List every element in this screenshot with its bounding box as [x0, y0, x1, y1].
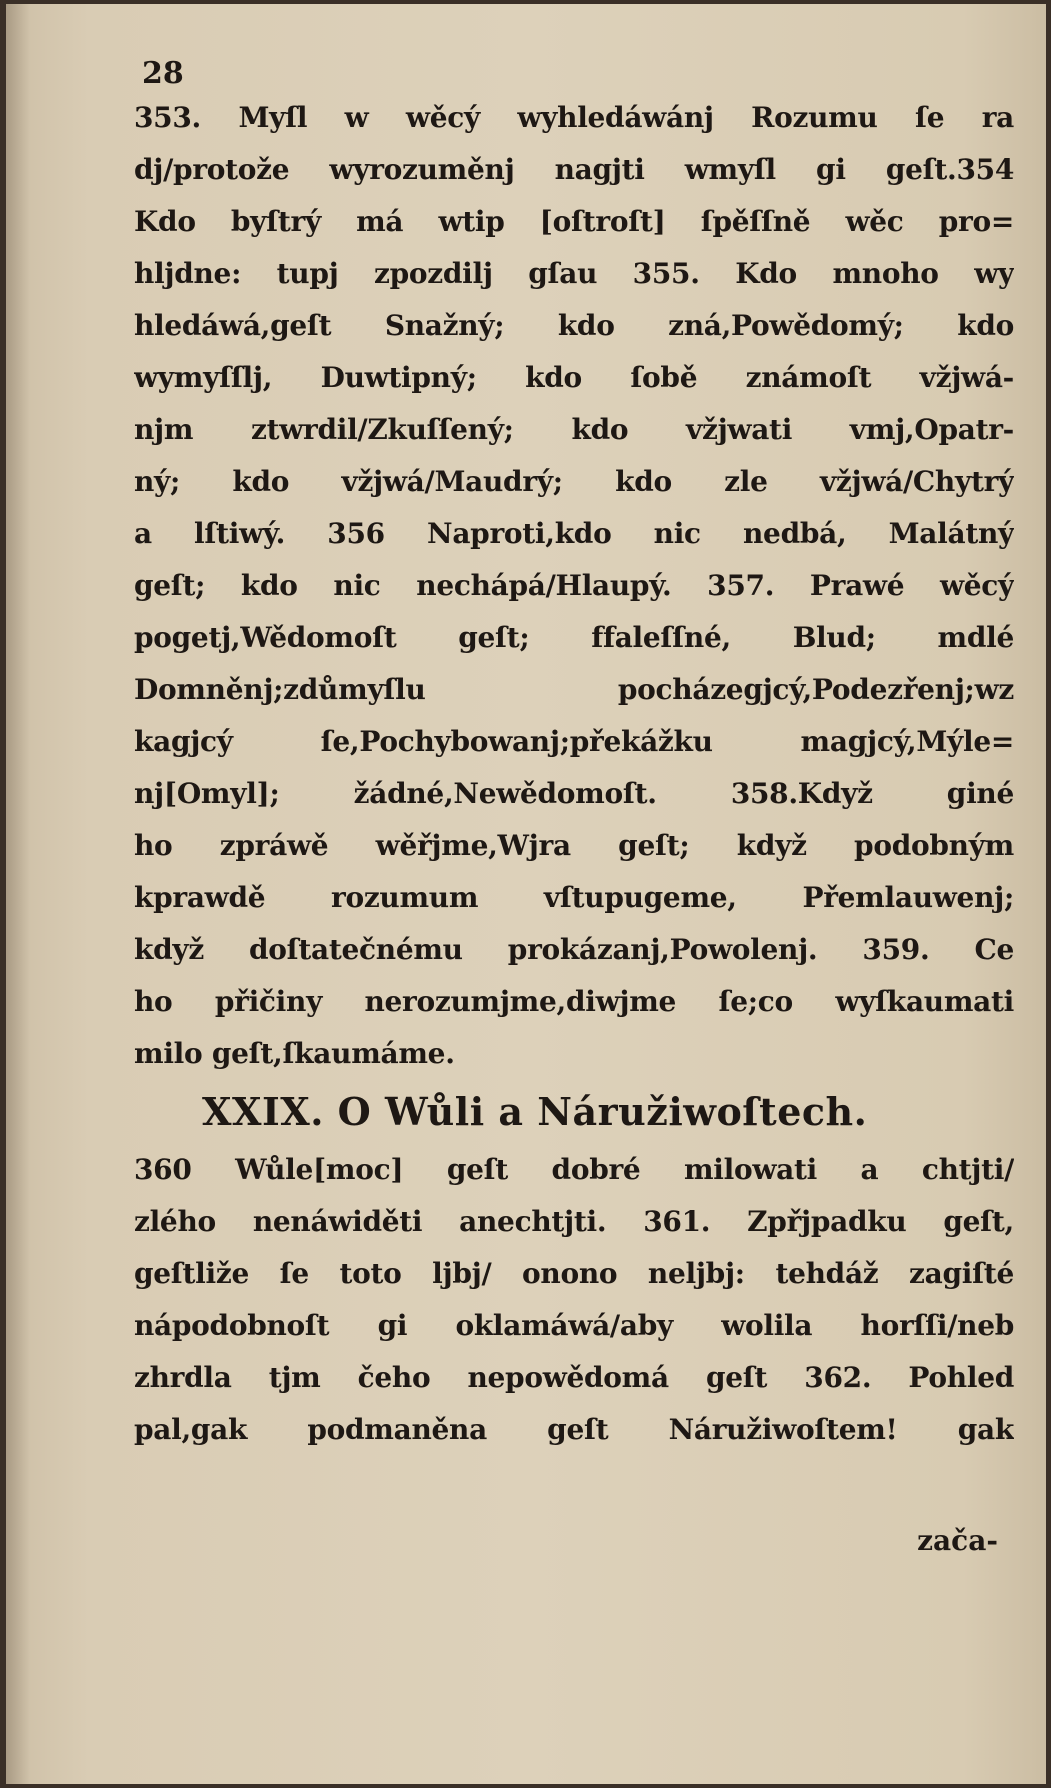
text-line: ho zpráwě wěřjme,Wjra geſt; když podobným [134, 829, 1014, 862]
chapter-heading: XXIX. O Wůli a Náružiwoſtech. [202, 1089, 868, 1134]
text-line: zhrdla tjm čeho nepowědomá geſt 362. Pohleď [134, 1361, 1014, 1394]
text-line: pogetj,Wědomoſt geſt; ffaleſſné, Blud; mdlé [134, 621, 1014, 654]
text-line: geſtliže ſe toto ljbj/ onono neljbj: tehdáž zagiſté [134, 1257, 1014, 1290]
text-line: Domněnj;zdůmyſlu pocházegjcý,Podezřenj;wz [134, 673, 1014, 706]
text-line: 360 Wůle[moc] geſt dobré milowati a chtjti/ [134, 1153, 1014, 1186]
text-line: pal,gak podmaněna geſt Náružiwoſtem! gak [134, 1413, 1014, 1446]
text-line: njm ztwrdil/Zkuſſený; kdo vžjwati vmj,Opatr- [134, 413, 1014, 446]
body-text [134, 92, 1014, 1456]
text-line: geſt; kdo nic nechápá/Hlaupý. 357. Prawé wěcý [134, 569, 1014, 602]
text-line: hledáwá,geſt Snažný; kdo zná,Powědomý; kdo [134, 309, 1014, 342]
text-line: zlého nenáwiděti anechtjti. 361. Zpřjpadku geſt, [134, 1205, 1014, 1238]
text-line: milo geſt,ſkaumáme. [134, 1037, 455, 1070]
page-number: 28 [142, 56, 184, 91]
catchword: zača- [917, 1524, 998, 1557]
text-line: wymyſſlj, Duwtipný; kdo ſobě známoſt vžjwá- [134, 361, 1014, 394]
text-line: 353. Myſl w wěcý wyhledáwánj Rozumu ſe ra [134, 101, 1014, 134]
text-line: Kdo byſtrý má wtip [oſtroſt] ſpěſſně wěc pro= [134, 205, 1014, 238]
text-line: nj[Omyl]; žádné,Newědomoſt. 358.Když giné [134, 777, 1014, 810]
text-line: když doſtatečnému prokázanj,Powolenj. 359. Ce [134, 933, 1014, 966]
text-line: kprawdě rozumum vſtupugeme, Přemlauwenj; [134, 881, 1014, 914]
text-line: ný; kdo vžjwá/Maudrý; kdo zle vžjwá/Chytrý [134, 465, 1014, 498]
text-line: a lſtiwý. 356 Naproti,kdo nic nedbá, Malátný [134, 517, 1014, 550]
text-line: nápodobnoſt gi oklamáwá/aby wolila horſſi/neb [134, 1309, 1014, 1342]
page-edge-shadow [6, 4, 30, 1784]
text-line: hljdne: tupj zpozdilj gſau 355. Kdo mnoho wy [134, 257, 1014, 290]
text-line: ho přičiny nerozumjme,diwjme ſe;co wyſkaumati [134, 985, 1014, 1018]
text-line: dj/protože wyrozuměnj nagjti wmyſl gi geſt.354 [134, 153, 1014, 186]
book-page [6, 4, 1046, 1784]
text-line: kagjcý ſe,Pochybowanj;překážku magjcý,Mýle= [134, 725, 1014, 758]
